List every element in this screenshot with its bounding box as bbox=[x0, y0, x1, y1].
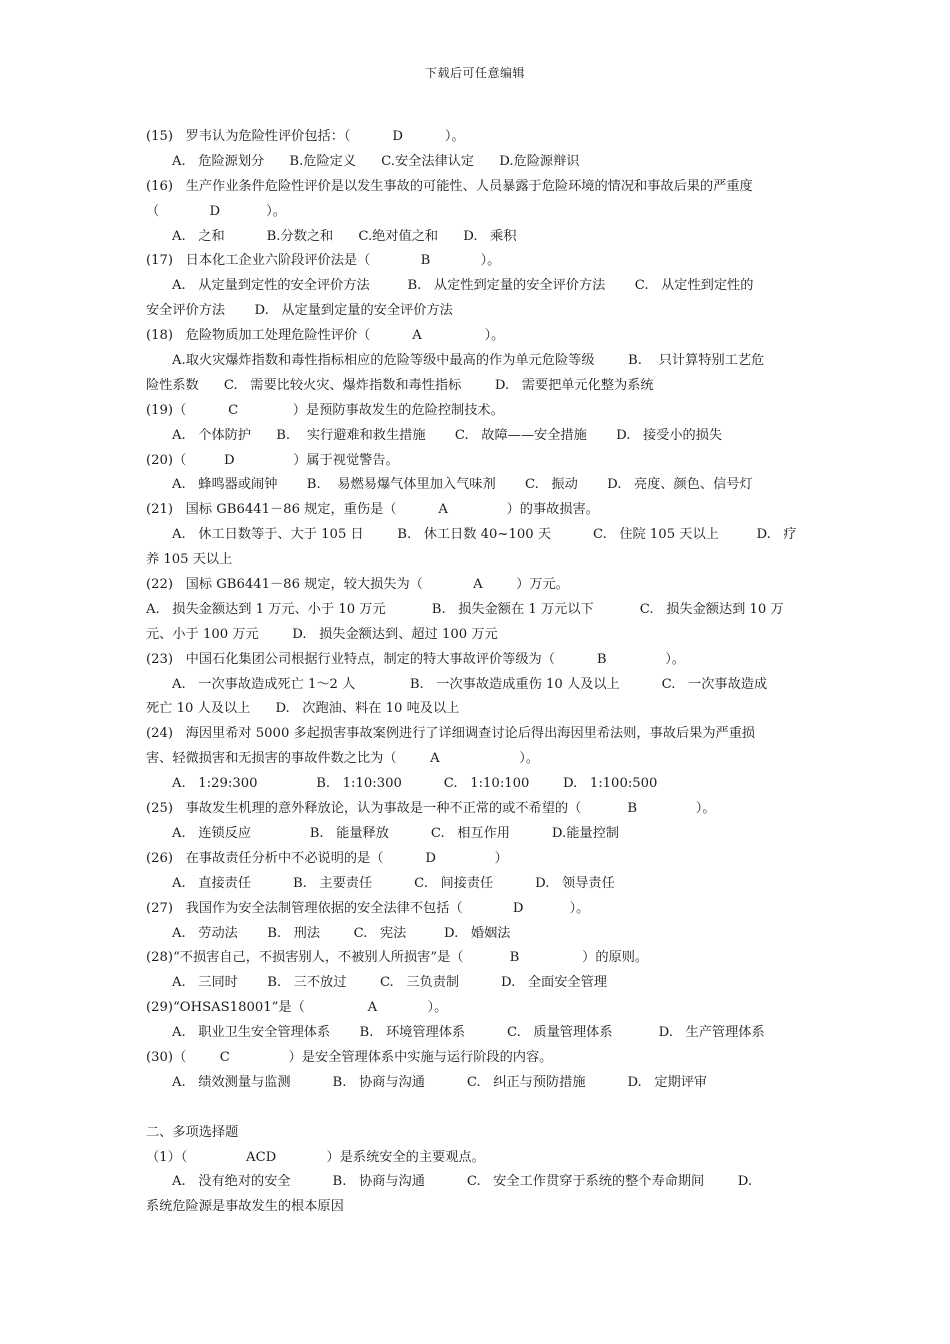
page-header: 下载后可任意编辑 bbox=[424, 66, 525, 80]
options-27: A. 劳动法 B. 刑法 C. 宪法 D. 婚姻法 bbox=[172, 925, 511, 941]
options-23: A. 一次事故造成死亡 1～2 人 B. 一次事故造成重伤 10 人及以上 C. 一次事故造成 bbox=[172, 676, 768, 692]
options-25: A. 连锁反应 B. 能量释放 C. 相互作用 D.能量控制 bbox=[172, 825, 619, 841]
options-28: A. 三同时 B. 三不放过 C. 三负责制 D. 全面安全管理 bbox=[172, 975, 607, 991]
options-21: A. 休工日数等于、大于 105 日 B. 休工日数 40~100 天 C. 住院 105 天以上 D. 疗 bbox=[172, 527, 797, 543]
question-19: (19)（ C ）是预防事故发生的危险控制技术。 bbox=[146, 402, 504, 418]
question-22: (22) 国标 GB6441－86 规定，较大损失为（ A ）万元。 bbox=[146, 577, 569, 593]
blank-line bbox=[146, 1096, 808, 1121]
question-list bbox=[146, 125, 808, 1220]
question-29: (29)“OHSAS18001”是（ A ）。 bbox=[146, 1000, 448, 1016]
question-18: (18) 危险物质加工处理危险性评价（ A ）。 bbox=[146, 328, 505, 344]
question-15: (15) 罗韦认为危险性评价包括：（ D ）。 bbox=[146, 129, 465, 144]
options-16: A. 之和 B.分数之和 C.绝对值之和 D. 乘积 bbox=[172, 228, 517, 244]
options-30: A. 绩效测量与监测 B. 协商与沟通 C. 纠正与预防措施 D. 定期评审 bbox=[172, 1074, 708, 1090]
question-25: (25) 事故发生机理的意外释放论，认为事故是一种不正常的或不希望的（ B ）。 bbox=[146, 801, 716, 817]
options-17: A. 从定量到定性的安全评价方法 B. 从定性到定量的安全评价方法 C. 从定性到定性的 bbox=[172, 278, 754, 294]
question-26: (26) 在事故责任分析中不必说明的是（ D ） bbox=[146, 850, 508, 866]
question-17: (17) 日本化工企业六阶段评价法是（ B ）。 bbox=[146, 253, 501, 269]
options-24: A. 1:29:300 B. 1:10:300 C. 1:10:100 D. 1:100:500 bbox=[172, 776, 658, 792]
question-27: (27) 我国作为安全法制管理依据的安全法律不包括（ D ）。 bbox=[146, 900, 590, 916]
options-22-cont: 元、小于 100 万元 D. 损失金额达到、超过 100 万元 bbox=[146, 626, 498, 642]
options-17-cont: 安全评价方法 D. 从定量到定量的安全评价方法 bbox=[146, 303, 453, 319]
options-19: A. 个体防护 B. 实行避难和救生措施 C. 故障——安全措施 D. 接受小的损失 bbox=[172, 427, 723, 443]
options-23-cont: 死亡 10 人及以上 D. 次跑油、料在 10 吨及以上 bbox=[146, 701, 460, 717]
multi-options-1-cont: 系统危险源是事故发生的根本原因 bbox=[146, 1199, 344, 1215]
question-24: (24) 海因里希对 5000 多起损害事故案例进行了详细调查讨论后得出海因里希法则，事故后果为严重损 bbox=[146, 726, 756, 742]
options-26: A. 直接责任 B. 主要责任 C. 间接责任 D. 领导责任 bbox=[172, 875, 615, 891]
options-21-cont: 养 105 天以上 bbox=[146, 552, 233, 568]
options-29: A. 职业卫生安全管理体系 B. 环境管理体系 C. 质量管理体系 D. 生产管理体系 bbox=[172, 1025, 765, 1041]
question-28: (28)“不损害自己，不损害别人，不被别人所损害”是（ B ）的原则。 bbox=[146, 950, 649, 966]
question-30: (30)（ C ）是安全管理体系中实施与运行阶段的内容。 bbox=[146, 1049, 553, 1065]
options-20: A. 蜂鸣器或闹钟 B. 易燃易爆气体里加入气味剂 C. 振动 D. 亮度、颜色、信号灯 bbox=[172, 477, 753, 493]
options-18-cont: 险性系数 C. 需要比较火灾、爆炸指数和毒性指标 D. 需要把单元化整为系统 bbox=[146, 377, 654, 393]
multi-question-1: （1）（ ACD ）是系统安全的主要观点。 bbox=[146, 1149, 485, 1165]
options-22: A. 损失金额达到 1 万元、小于 10 万元 B. 损失金额在 1 万元以下 C. 损失金额达到 10 万 bbox=[146, 601, 784, 617]
question-16-cont: （ D ）。 bbox=[146, 203, 286, 219]
multi-options-1: A. 没有绝对的安全 B. 协商与沟通 C. 安全工作贯穿于系统的整个寿命期间 D. bbox=[172, 1174, 753, 1190]
question-21: (21) 国标 GB6441－86 规定，重伤是（ A ）的事故损害。 bbox=[146, 502, 599, 518]
question-23: (23) 中国石化集团公司根据行业特点，制定的特大事故评价等级为（ B ）。 bbox=[146, 651, 685, 667]
question-16: (16) 生产作业条件危险性评价是以发生事故的可能性、人员暴露于危险环境的情况和事故后果的严重度 bbox=[146, 178, 753, 194]
options-15: A. 危险源划分 B.危险定义 C.安全法律认定 D.危险源辩识 bbox=[172, 153, 580, 169]
options-18: A.取火灾爆炸指数和毒性指标相应的危险等级中最高的作为单元危险等级 B. 只计算特别工艺危 bbox=[172, 353, 765, 369]
question-20: (20)（ D ）属于视觉警告。 bbox=[146, 452, 399, 468]
question-24-cont: 害、轻微损害和无损害的事故件数之比为（ A ）。 bbox=[146, 751, 540, 767]
section-heading: 二、多项选择题 bbox=[146, 1124, 239, 1140]
